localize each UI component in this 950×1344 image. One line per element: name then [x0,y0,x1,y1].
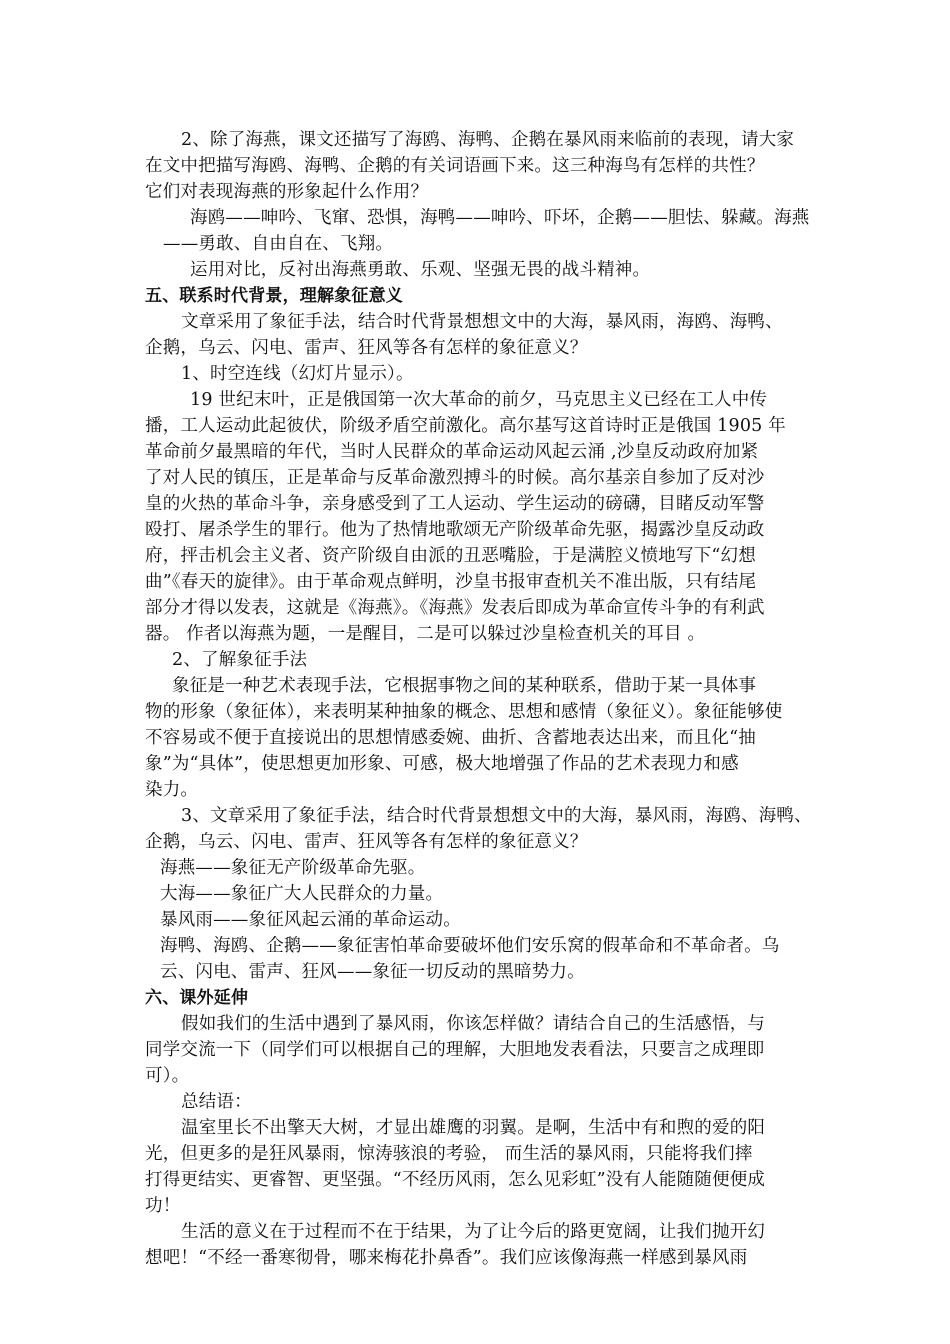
text-line: 播，工人运动此起彼伏，阶级矛盾空前激化。高尔基写这首诗时正是俄国 1905 年 [145,416,786,436]
text-line: 革命前夕最黑暗的年代，当时人民群众的革命运动风起云涌 ,沙皇反动政府加紧 [145,442,759,462]
text-line: 殴打、屠杀学生的罪行。他为了热情地歌颂无产阶级革命先驱，揭露沙皇反动政 [145,520,765,540]
text-line: 总结语： [181,1092,252,1112]
text-line: 功！ [145,1196,181,1216]
section-heading: 五、联系时代背景，理解象征意义 [145,286,403,306]
text-line: 染力。 [145,780,199,800]
text-line: 府，抨击机会主义者、资产阶级自由派的丑恶嘴脸，于是满腔义愤地写下“幻想 [145,546,756,566]
text-line: 皇的火热的革命斗争，亲身感受到了工人运动、学生运动的磅礴，目睹反动军警 [145,494,765,514]
text-line: 暴风雨——象征风起云涌的革命运动。 [160,910,461,930]
text-line: 可）。 [145,1066,190,1086]
text-line: 海燕——象征无产阶级革命先驱。 [160,858,426,878]
text-line: 温室里长不出擎天大树，才显出雄鹰的羽翼。是啊，生活中有和煦的爱的阳 [181,1118,766,1138]
text-line: 象”为“具体”，使思想更加形象、可感，极大地增强了作品的艺术表现力和感 [145,754,739,774]
text-line: 大海——象征广大人民群众的力量。 [160,884,444,904]
text-line: 19 世纪末叶，正是俄国第一次大革命的前夕，马克思主义已经在工人中传 [190,390,768,410]
text-line: 物的形象（象征体），来表明某种抽象的概念、思想和感情（象征义）。象征能够使 [145,702,783,722]
text-line: 云、闪电、雷声、狂风——象征一切反动的黑暗势力。 [160,962,585,982]
text-line: 假如我们的生活中遇到了暴风雨，你该怎样做？请结合自己的生活感悟，与 [181,1014,766,1034]
text-line: 生活的意义在于过程而不在于结果，为了让今后的路更宽阔，让我们抛开幻 [181,1222,766,1242]
text-line: 2、了解象征手法 [172,650,308,670]
text-line: 2、除了海燕，课文还描写了海鸥、海鸭、企鹅在暴风雨来临前的表现，请大家 [181,130,795,150]
text-line: 海鸥——呻吟、飞窜、恐惧，海鸭——呻吟、吓坏，企鹅——胆怯、躲藏。海燕 [190,208,810,228]
text-line: 在文中把描写海鸥、海鸭、企鹅的有关词语画下来。这三种海鸟有怎样的共性？ [145,156,765,176]
text-line: 部分才得以发表，这就是《海燕》。《海燕》发表后即成为革命宣传斗争的有利武 [145,598,765,618]
text-line: 它们对表现海燕的形象起什么作用？ [145,182,429,202]
section-heading: 六、课外延伸 [145,988,249,1008]
text-line: 不容易或不便于直接说出的思想情感委婉、曲折、含蓄地表达出来，而且化“抽 [145,728,756,748]
text-line: 运用对比，反衬出海燕勇敢、乐观、坚强无畏的战斗精神。 [190,260,651,280]
text-line: 1、时空连线（幻灯片显示）。 [181,364,414,384]
text-line: 象征是一种艺术表现手法，它根据事物之间的某种联系，借助于某一具体事 [172,676,757,696]
text-line: 文章采用了象征手法，结合时代背景想想文中的大海，暴风雨，海鸥、海鸭、 [181,312,783,332]
text-line: 同学交流一下（同学们可以根据自己的理解，大胆地发表看法，只要言之成理即 [145,1040,765,1060]
text-line: 打得更结实、更睿智、更坚强。“不经历风雨，怎么见彩虹”没有人能随随便便成 [145,1170,766,1190]
text-line: ——勇敢、自由自在、飞翔。 [163,234,394,254]
text-line: 企鹅，乌云、闪电、雷声、狂风等各有怎样的象征意义？ [145,832,588,852]
text-line: 3、文章采用了象征手法，结合时代背景想想文中的大海，暴风雨，海鸥、海鸭、 [181,806,812,826]
text-line: 曲”《春天的旋律》。由于革命观点鲜明，沙皇书报审查机关不准出版，只有结尾 [145,572,757,592]
text-line: 光，但更多的是狂风暴雨，惊涛骇浪的考验， 而生活的暴风雨，只能将我们摔 [145,1144,753,1164]
text-line: 海鸭、海鸥、企鹅——象征害怕革命要破坏他们安乐窝的假革命和不革命者。乌 [160,936,780,956]
text-line: 了对人民的镇压，正是革命与反革命激烈搏斗的时候。高尔基亲自参加了反对沙 [145,468,765,488]
text-line: 企鹅，乌云、闪电、雷声、狂风等各有怎样的象征意义？ [145,338,588,358]
text-line: 想吧！“不经一番寒彻骨，哪来梅花扑鼻香”。我们应该像海燕一样感到暴风雨 [145,1248,748,1268]
text-line: 器。 作者以海燕为题，一是醒目，二是可以躲过沙皇检查机关的耳目 。 [145,624,706,644]
